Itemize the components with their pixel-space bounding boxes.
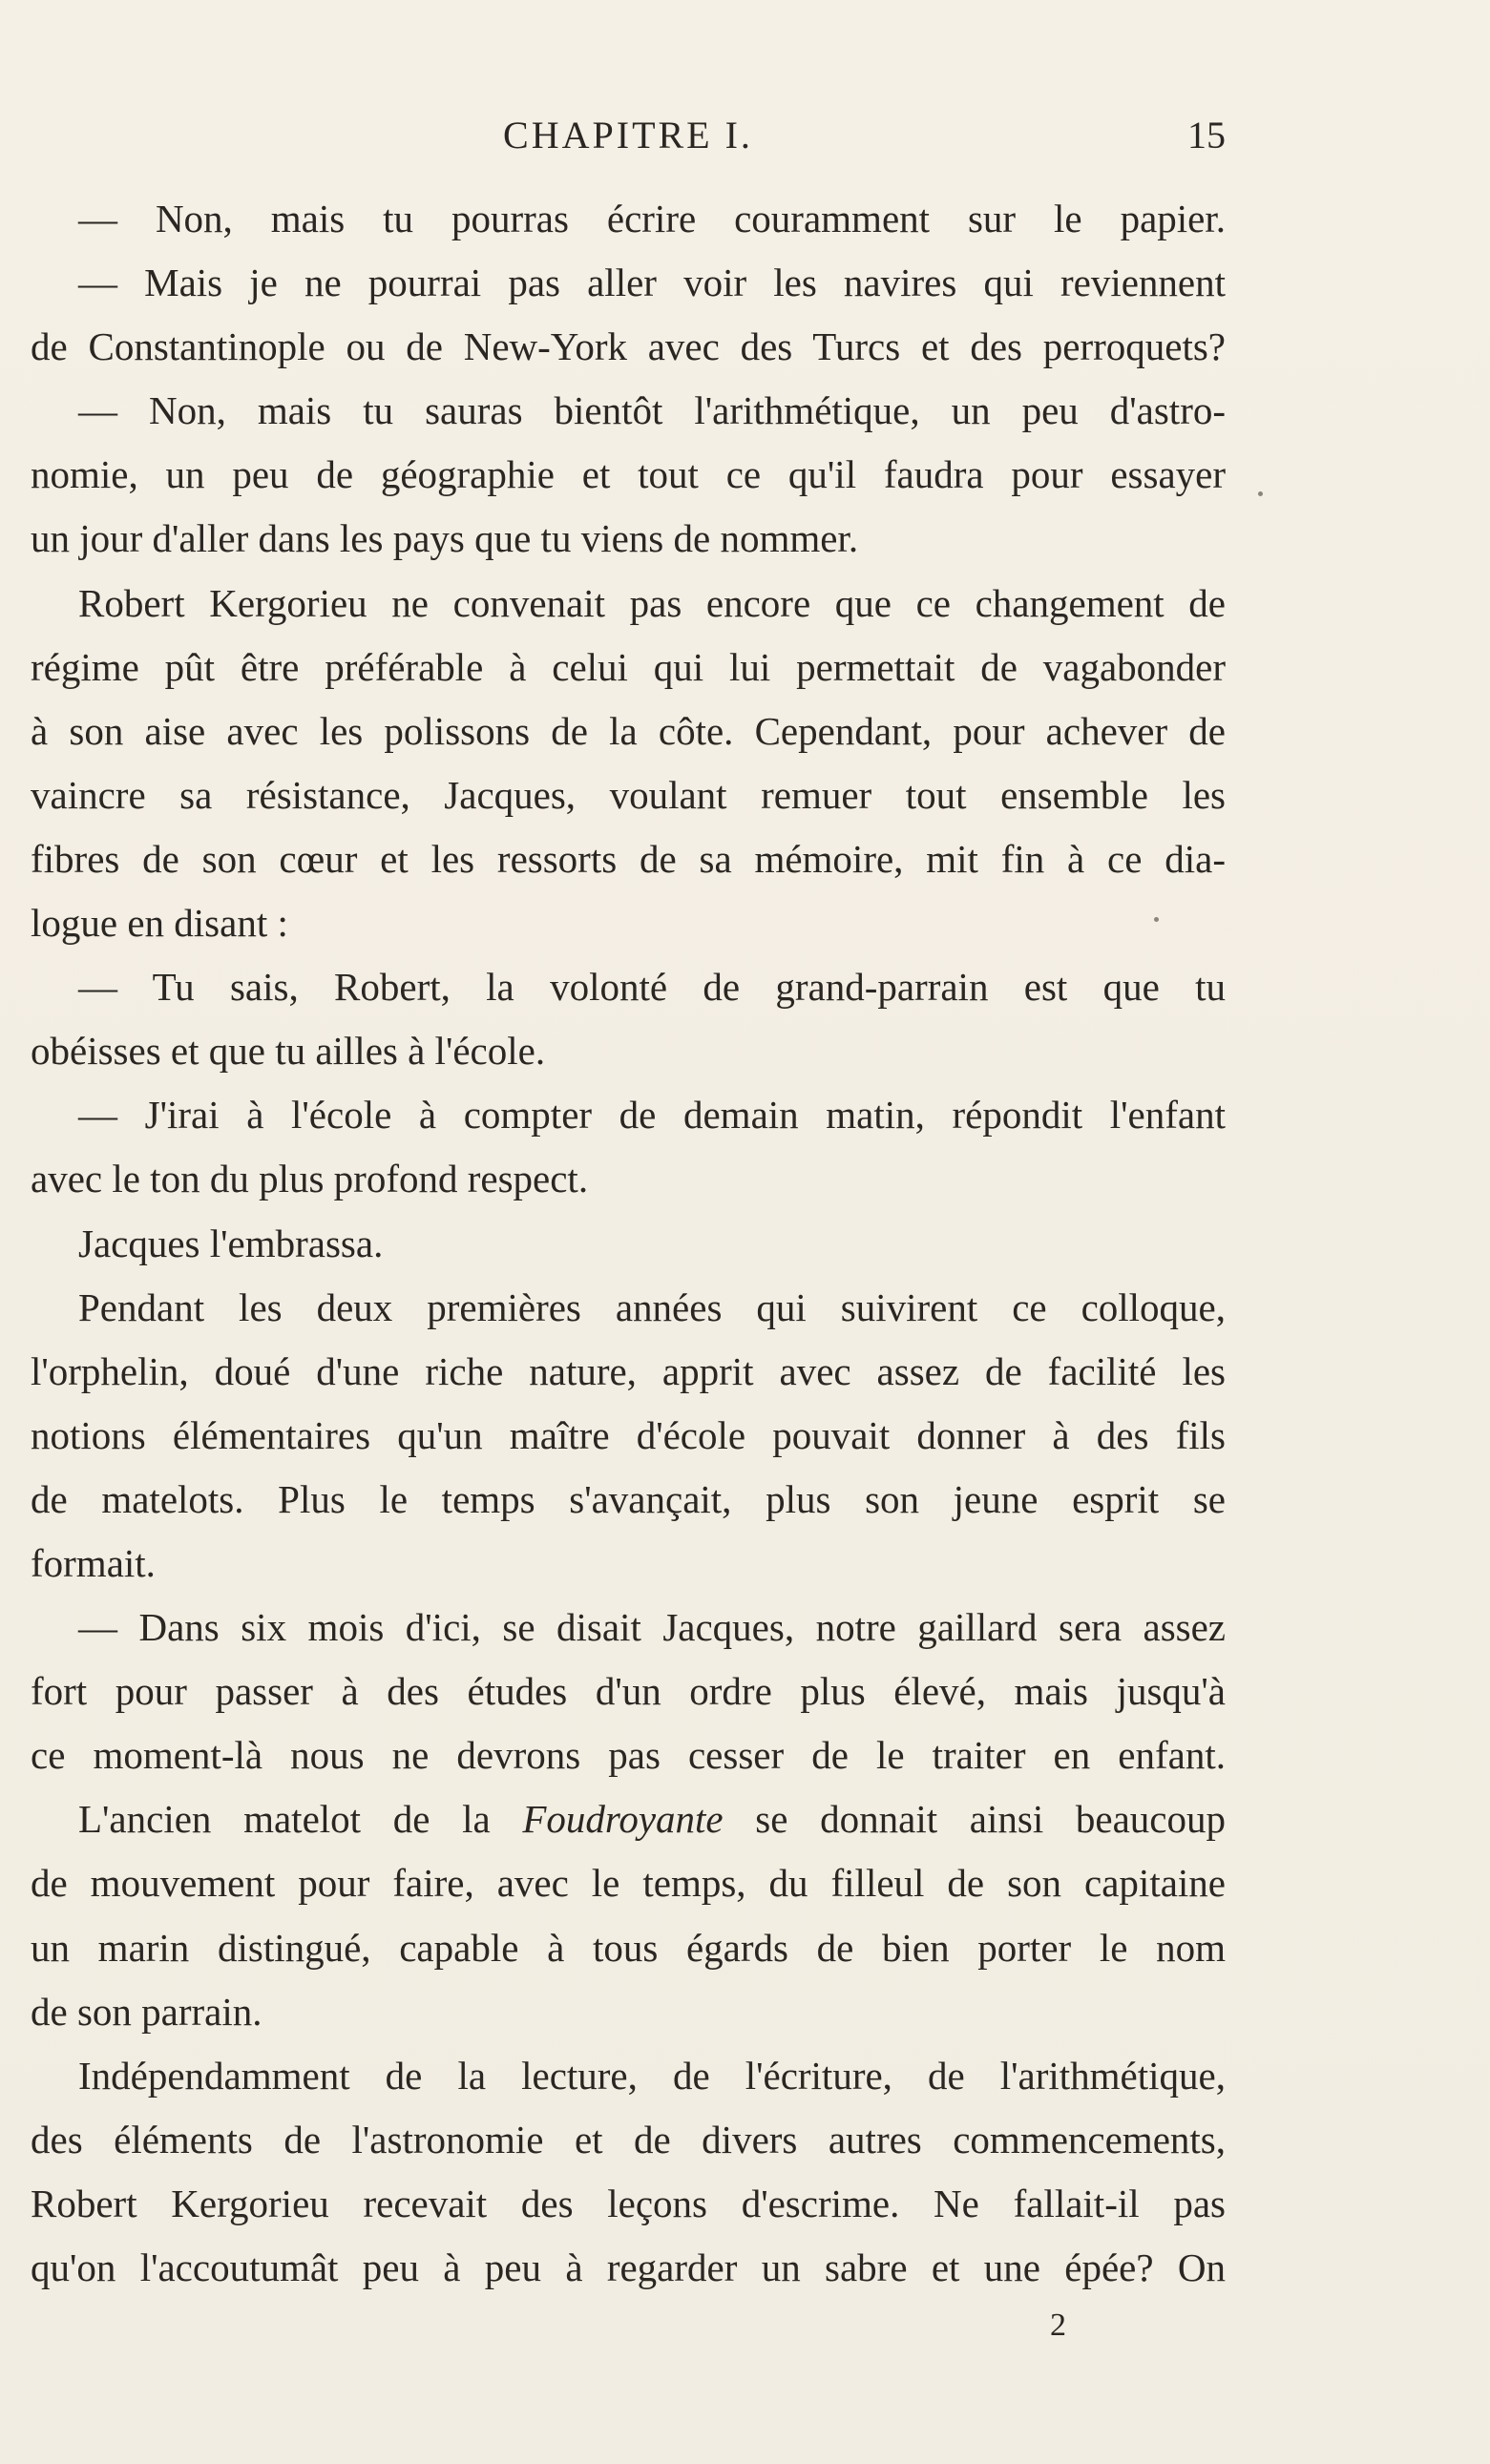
- text-line: de Constantinople ou de New-York avec des Turcs et des perroquets?: [31, 324, 1226, 369]
- signature-mark: 2: [1050, 2307, 1066, 2343]
- text-line: de mouvement pour faire, avec le temps, du filleul de son capitaine: [31, 1861, 1226, 1906]
- text-line: vaincre sa résistance, Jacques, voulant remuer tout ensemble les: [31, 772, 1226, 817]
- stray-dot: [1258, 491, 1263, 496]
- text-line: Robert Kergorieu recevait des leçons d'escrime. Ne fallait-il pas: [31, 2181, 1226, 2225]
- text-line: Indépendamment de la lecture, de l'écriture, de l'arithmétique,: [78, 2053, 1226, 2098]
- text-line: l'orphelin, doué d'une riche nature, apprit avec assez de facilité les: [31, 1348, 1226, 1393]
- text-line: fibres de son cœur et les ressorts de sa mémoire, mit fin à ce dia-: [31, 836, 1226, 881]
- text-line: Pendant les deux premières années qui suivirent ce colloque,: [78, 1284, 1226, 1329]
- text-line: obéisses et que tu ailles à l'école.: [31, 1029, 546, 1074]
- text-line: notions élémentaires qu'un maître d'école pouvait donner à des fils: [31, 1412, 1226, 1457]
- text-line: — Dans six mois d'ici, se disait Jacques, notre gaillard sera assez: [78, 1605, 1226, 1650]
- text-line: — Tu sais, Robert, la volonté de grand-parrain est que tu: [78, 965, 1226, 1010]
- text-line: — Non, mais tu pourras écrire couramment sur le papier.: [78, 197, 1226, 240]
- text-line: formait.: [31, 1540, 156, 1585]
- text-line: qu'on l'accoutumât peu à peu à regarder un sabre et une épée? On: [31, 2245, 1226, 2289]
- text-line: logue en disant :: [31, 901, 288, 946]
- text-line: ce moment-là nous ne devrons pas cesser de le traiter en enfant.: [31, 1733, 1226, 1778]
- text-line: à son aise avec les polissons de la côte. Cependant, pour achever de: [31, 708, 1226, 753]
- stray-dot: [1154, 917, 1159, 922]
- text-line: Robert Kergorieu ne convenait pas encore que ce changement de: [78, 580, 1226, 625]
- page-number: 15: [1187, 114, 1226, 157]
- text-line: un jour d'aller dans les pays que tu viens de nommer.: [31, 516, 859, 561]
- text-line: — J'irai à l'école à compter de demain matin, répondit l'enfant: [78, 1093, 1226, 1138]
- text-line: de son parrain.: [31, 1989, 262, 2034]
- text-line: Jacques l'embrassa.: [78, 1221, 384, 1265]
- text-line: de matelots. Plus le temps s'avançait, plus son jeune esprit se: [31, 1476, 1226, 1521]
- page-header: [31, 113, 1226, 170]
- text-line: — Non, mais tu sauras bientôt l'arithmétique, un peu d'astro-: [78, 388, 1226, 433]
- text-line: L'ancien matelot de la Foudroyante se donnait ainsi beaucoup: [78, 1797, 1226, 1842]
- body-text: [31, 187, 1226, 2300]
- text-line: un marin distingué, capable à tous égards de bien porter le nom: [31, 1925, 1226, 1970]
- text-line: nomie, un peu de géographie et tout ce qu'il faudra pour essayer: [31, 452, 1226, 497]
- running-head: CHAPITRE I.: [503, 114, 753, 157]
- text-line: régime pût être préférable à celui qui lui permettait de vagabonder: [31, 644, 1226, 689]
- text-line: — Mais je ne pourrai pas aller voir les navires qui reviennent: [78, 261, 1226, 305]
- ship-name: Foudroyante: [522, 1797, 724, 1842]
- text-line: des éléments de l'astronomie et de divers autres commencements,: [31, 2117, 1226, 2161]
- text-line: fort pour passer à des études d'un ordre plus élevé, mais jusqu'à: [31, 1669, 1226, 1714]
- text-line: avec le ton du plus profond respect.: [31, 1157, 589, 1201]
